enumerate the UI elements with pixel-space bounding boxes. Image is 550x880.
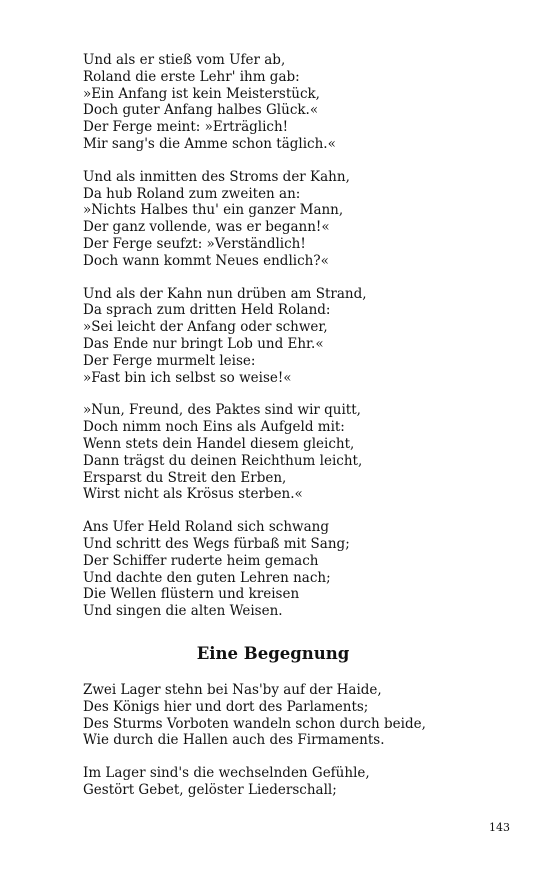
verse-line: »Sei leicht der Anfang oder schwer, [83, 319, 328, 336]
verse-line: »Fast bin ich selbst so weise!« [83, 369, 292, 386]
verse-line: »Ein Anfang ist kein Meisterstück, [83, 85, 320, 102]
stanza [83, 402, 483, 503]
verse-line: Der Schiffer ruderte heim gemach [83, 552, 319, 569]
verse-line: Im Lager sind's die wechselnden Gefühle, [83, 765, 370, 782]
poem-2 [83, 682, 483, 799]
verse-line: Und als der Kahn nun drüben am Strand, [83, 285, 367, 302]
verse-line: Wirst nicht als Krösus sterben.« [83, 486, 303, 503]
verse-line: Das Ende nur bringt Lob und Ehr.« [83, 335, 324, 352]
verse-line: Der Ferge murmelt leise: [83, 352, 256, 369]
verse-line: Zwei Lager stehn bei Nas'by auf der Haide, [83, 681, 382, 698]
verse-line: Dann trägst du deinen Reichthum leicht, [83, 452, 363, 469]
verse-line: Des Sturms Vorboten wandeln schon durch beide, [83, 715, 426, 732]
stanza [83, 286, 483, 387]
verse-line: Ersparst du Streit den Erben, [83, 469, 287, 486]
verse-line: Und singen die alten Weisen. [83, 603, 283, 620]
verse-line: »Nichts Halbes thu' ein ganzer Mann, [83, 202, 344, 219]
verse-line: Doch guter Anfang halbes Glück.« [83, 102, 319, 119]
verse-line: Da hub Roland zum zweiten an: [83, 185, 301, 202]
verse-line: Doch nimm noch Eins als Aufgeld mit: [83, 419, 345, 436]
verse-line: Doch wann kommt Neues endlich?« [83, 252, 329, 269]
stanza [83, 169, 483, 270]
verse-line: Der Ferge meint: »Erträglich! [83, 119, 289, 136]
verse-line: Der Ferge seufzt: »Verständlich! [83, 235, 306, 252]
verse-line: Des Königs hier und dort des Parlaments; [83, 698, 369, 715]
poem-title: Eine Begegnung [196, 643, 350, 663]
stanza [83, 682, 483, 749]
verse-line: Ans Ufer Held Roland sich schwang [83, 519, 329, 536]
page-number: 143 [489, 821, 510, 834]
verse-line: Der ganz vollende, was er begann!« [83, 219, 330, 236]
stanza [83, 52, 483, 153]
verse-line: »Nun, Freund, des Paktes sind wir quitt, [83, 402, 361, 419]
verse-line: Wie durch die Hallen auch des Firmaments. [83, 732, 385, 749]
stanza [83, 765, 483, 799]
verse-line: Gestört Gebet, gelöster Liederschall; [83, 781, 337, 798]
poem-1 [83, 52, 483, 620]
page-content [83, 52, 483, 815]
verse-line: Und als inmitten des Stroms der Kahn, [83, 168, 350, 185]
verse-line: Und als er stieß vom Ufer ab, [83, 52, 286, 68]
verse-line: Wenn stets dein Handel diesem gleicht, [83, 435, 355, 452]
verse-line: Die Wellen flüstern und kreisen [83, 586, 300, 603]
stanza [83, 519, 483, 620]
verse-line: Und schritt des Wegs fürbaß mit Sang; [83, 535, 350, 552]
verse-line: Und dachte den guten Lehren nach; [83, 569, 331, 586]
verse-line: Mir sang's die Amme schon täglich.« [83, 135, 336, 152]
verse-line: Da sprach zum dritten Held Roland: [83, 302, 331, 319]
verse-line: Roland die erste Lehr' ihm gab: [83, 68, 300, 85]
